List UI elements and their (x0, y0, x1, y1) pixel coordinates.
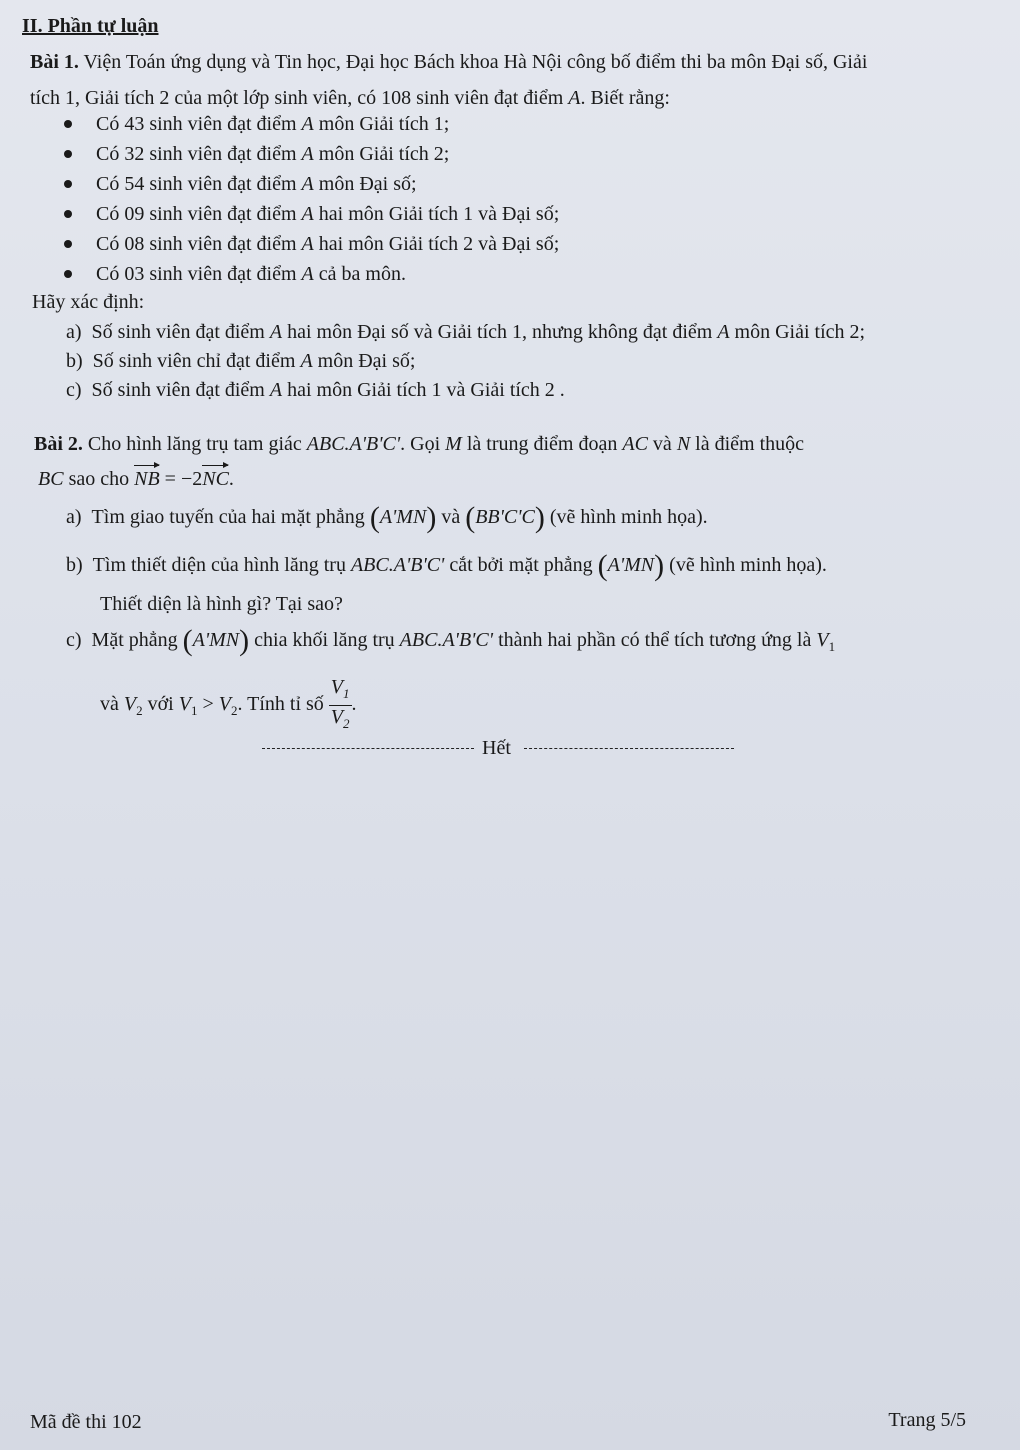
bai1-question-a: a) Số sinh viên đạt điểm A hai môn Đại số và Giải tích 1, nhưng không đạt điểm A môn Giải tích 2; (66, 321, 866, 343)
bai1-fact-6: Có 03 sinh viên đạt điểm A cả ba môn. (96, 263, 406, 285)
question-label: c) (66, 629, 82, 651)
bullet-dot (64, 270, 72, 278)
bai2-question-c-line2: và $V_2$ với $V_1 > V_2$. Tính tỉ số $\frac{V_1}{V_2}$ . (100, 676, 357, 735)
question-label: b) (66, 350, 83, 372)
end-divider-right (524, 748, 734, 749)
end-mark: Hết (482, 737, 511, 759)
bullet-dot (64, 150, 72, 158)
bai1-question-b: b) Số sinh viên chỉ đạt điểm A môn Đại số; (66, 350, 416, 372)
bai1-fact-5: Có 08 sinh viên đạt điểm A hai môn Giải tích 2 và Đại số; (96, 233, 560, 255)
bai1-question-c: c) Số sinh viên đạt điểm A hai môn Giải tích 1 và Giải tích 2 . (66, 379, 565, 401)
question-label: a) (66, 321, 82, 343)
section-title: II. Phần tự luận (22, 15, 159, 37)
bai1-fact-1: Có 43 sinh viên đạt điểm A môn Giải tích 1; (96, 113, 450, 135)
bai2-question-b: b) Tìm thiết diện của hình lăng trụ ABC.A'B'C' cắt bởi mặt phẳng (A'MN) (vẽ hình minh họa). (66, 549, 827, 582)
exam-code: Mã đề thi 102 (30, 1411, 142, 1433)
vector-nb: NB (134, 468, 160, 490)
page-number: Trang 5/5 (888, 1409, 966, 1431)
bai1-fact-4: Có 09 sinh viên đạt điểm A hai môn Giải tích 1 và Đại số; (96, 203, 560, 225)
bai2-question-c: c) Mặt phẳng (A'MN) chia khối lăng trụ ABC.A'B'C' thành hai phần có thể tích tương ứng là $V_1$ (66, 624, 836, 657)
bai2-question-b-line2: Thiết diện là hình gì? Tại sao? (100, 593, 343, 615)
bai2-question-a: a) Tìm giao tuyến của hai mặt phẳng (A'MN) và (BB'C'C) (vẽ hình minh họa). (66, 501, 708, 534)
ratio-fraction: $\frac{V_1}{V_2}$ (330, 676, 350, 731)
bullet-dot (64, 180, 72, 188)
question-label: a) (66, 506, 82, 528)
bullet-dot (64, 240, 72, 248)
bai1-fact-2: Có 32 sinh viên đạt điểm A môn Giải tích 2; (96, 143, 450, 165)
question-label: b) (66, 554, 83, 576)
bai1-intro-line2: tích 1, Giải tích 2 của một lớp sinh viên, có 108 sinh viên đạt điểm A. Biết rằng: (30, 87, 670, 109)
bai1-fact-3: Có 54 sinh viên đạt điểm A môn Đại số; (96, 173, 417, 195)
end-divider-left (262, 748, 474, 749)
bai1-intro-line1: Bài 1. Viện Toán ứng dụng và Tin học, Đại học Bách khoa Hà Nội công bố điểm thi ba môn Đại số, Giải (30, 51, 868, 73)
bai1-prompt: Hãy xác định: (32, 291, 145, 313)
bai2-intro-line1: Bài 2. Cho hình lăng trụ tam giác ABC.A'B'C'. Gọi M là trung điểm đoạn AC và N là điểm thuộc (34, 433, 805, 455)
bai2-label: Bài 2. (34, 433, 83, 455)
bai1-label: Bài 1. (30, 51, 79, 73)
bullet-dot (64, 210, 72, 218)
question-label: c) (66, 379, 82, 401)
bullet-dot (64, 120, 72, 128)
bai2-intro-line2: BC sao cho NB = −2NC. (38, 468, 234, 490)
vector-nc: NC (202, 468, 229, 490)
